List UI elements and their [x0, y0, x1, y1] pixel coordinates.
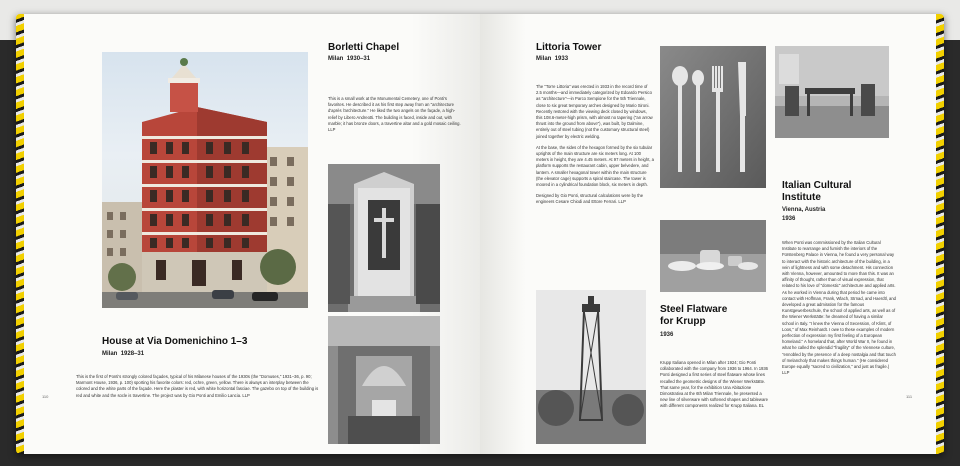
photo-tableware — [660, 220, 766, 292]
borletti-location: Milan — [328, 56, 344, 62]
left-page — [24, 14, 480, 454]
flatware-body: Krupp Italiana opened in Milan after 1924; Gio Ponti collaborated with the company from 1936 to 1964. In 1936 Ponti designed a first series of steel flatware whose lines recalled the geometric designs of the Wiener Werkstätte. That same year, for the exhibition Una Abitazione Dimostrativa at the 6th Milan Triennale, he presented a new line of silverware with softened shapes and tableware with different components realized for Krupp Italiana. — [660, 360, 769, 409]
institute-title-line2: Institute — [782, 192, 821, 203]
littoria-location: Milan — [536, 56, 552, 62]
flatware-title — [660, 304, 770, 328]
institute-years: 1936 — [782, 216, 796, 222]
littoria-paragraph-3: Designed by Gio Ponti, structural calculations were by the engineers Cesare Chiodi and Ettore Ferrari. — [536, 193, 644, 205]
open-book-spread — [16, 14, 944, 454]
borletti-credit: LLP — [328, 127, 336, 133]
right-page-number: 111 — [906, 394, 913, 399]
domenichino-title: House at Via Domenichino 1–3 — [102, 336, 248, 347]
domenichino-location: Milan — [102, 351, 118, 357]
domenichino-credit: LLP — [242, 392, 250, 398]
littoria-title: Littoria Tower — [536, 42, 602, 53]
photo-chapel-interior — [328, 316, 440, 444]
littoria-text — [536, 84, 654, 206]
flatware-years: 1936 — [660, 332, 674, 338]
photo-borletti-chapel — [328, 164, 440, 312]
flatware-text — [660, 360, 770, 410]
flatware-title-line2: for Krupp — [660, 316, 706, 327]
photo-via-domenichino-house — [102, 52, 308, 308]
domenichino-years: 1928–31 — [120, 351, 145, 357]
photo-steel-flatware — [660, 46, 766, 188]
left-page-number: 110 — [42, 394, 49, 399]
littoria-credit: LLP — [618, 199, 626, 205]
borletti-title: Borletti Chapel — [328, 42, 400, 53]
institute-body: When Ponti was commissioned by the Italian Cultural Institute to rearrange and furnish the interiors of the Fürstenberg Palace in Vienna, he found a very personal way to interact with the historic architecture of the building, in a vein of lightness and with some detachment. His connection with Vienna, however, amounted to more than this. It was an affinity of thought, rather than of visual expression, that related to his love of "domestic" architecture and applied arts. As he worked in Vienna during that period he came into contact with Hoffman, Frank, Wlach, Strnad, and Haerdtl, and developed a great admiration for the famous Kunstgewerbeschule, the school of applied arts, as well as of the Wiener Werkstätte: he dreamed of having a similar school in Italy. "I knew the Vienna of Secession, of Klimt, of Loos," of Max Reinhardt. I owe to these examples of modern perfection of expression my first feeling of a European homeland." A homeland that, after World War II, he found in what he called the splendid "fragility" of the Viennese culture, "ennobled by the presence of a deep nostalgia and that touch of melancholy that makes things human." (He considered Europe equally "sacred to civilization," and just as fragile.) — [782, 240, 896, 370]
flatware-credit: EL — [758, 403, 764, 409]
institute-title-line1: Italian Cultural — [782, 180, 852, 191]
institute-credit: LLP — [782, 370, 790, 376]
borletti-meta — [328, 55, 468, 64]
littoria-meta — [536, 55, 656, 64]
institute-text — [782, 240, 896, 376]
borletti-years: 1930–31 — [346, 56, 371, 62]
photo-institute-interior — [775, 46, 889, 138]
borletti-body: This is a small work at the Monumental Cemetery, one of Ponti's favorites. He described it as his first step away from an "architecture d'après l'architecture." He liked the two angels on the façade, a high-relief by Libero Andreotti. The building is faced, inside and out, with marble; it has bronze doors, a travertine altar and a gold mosaic ceiling. — [328, 96, 461, 126]
cover-edge-right — [936, 14, 944, 454]
littoria-paragraph-3-wrap — [536, 193, 654, 205]
institute-location: Vienna, Austria — [782, 207, 826, 213]
domenichino-body: This is the first of Ponti's strongly colored façades, typical of his Milanese houses of the 1930s (the "Domuses," 1931–36, p. 90; Marmont House, 1936, p. 100) sporting his favorite colors: red, ochre, green, yellow. There is always an interplay between the colored and the white parts of the façade. Here the plaster is red, with white horizontal fasciae. The gazebo on top of the building is red and white and the socle is travertine. The project was by Gio Ponti and Emilio Lancia. — [76, 374, 319, 398]
right-page — [480, 14, 936, 454]
borletti-text — [328, 96, 463, 133]
cover-edge-left — [16, 14, 24, 454]
littoria-paragraph-2: At the base, the sides of the hexagon formed by the six tubular uprights of the main structure are six meters long. At 100 meters in height, they are 4.45 meters. At 97 meters in height, a platform supports the restaurant cabin, upper belvedere, and lantern. A smaller hexagonal tower within the main structure (the elevator cage) supports a spiral staircase. The tower is moored in a cylindrical foundation block, six meters in depth. — [536, 144, 655, 188]
flatware-title-line1: Steel Flatware — [660, 304, 728, 315]
domenichino-text — [76, 374, 320, 399]
institute-title — [782, 180, 892, 204]
littoria-years: 1933 — [554, 56, 569, 62]
littoria-paragraph-1: The "Torre Littoria" was erected in 1933 in the record time of 2.5 months—and immediately categorized by Edoardo Persico as "architecture"—in Parco Sempione for the 5th Triennale, close to six great temporary arches designed by Mario Sironi. Recently restored with the viewing deck closed by windows, this 108.6-meter-high prism, with almost no tapering ("an arrow thrust into the ground from above"), was built, by Dalmine, entirely out of steel tubing (not the customary structural steel) joined together by electric welding. — [536, 84, 653, 139]
domenichino-meta — [102, 350, 302, 359]
photo-littoria-tower — [536, 290, 646, 444]
